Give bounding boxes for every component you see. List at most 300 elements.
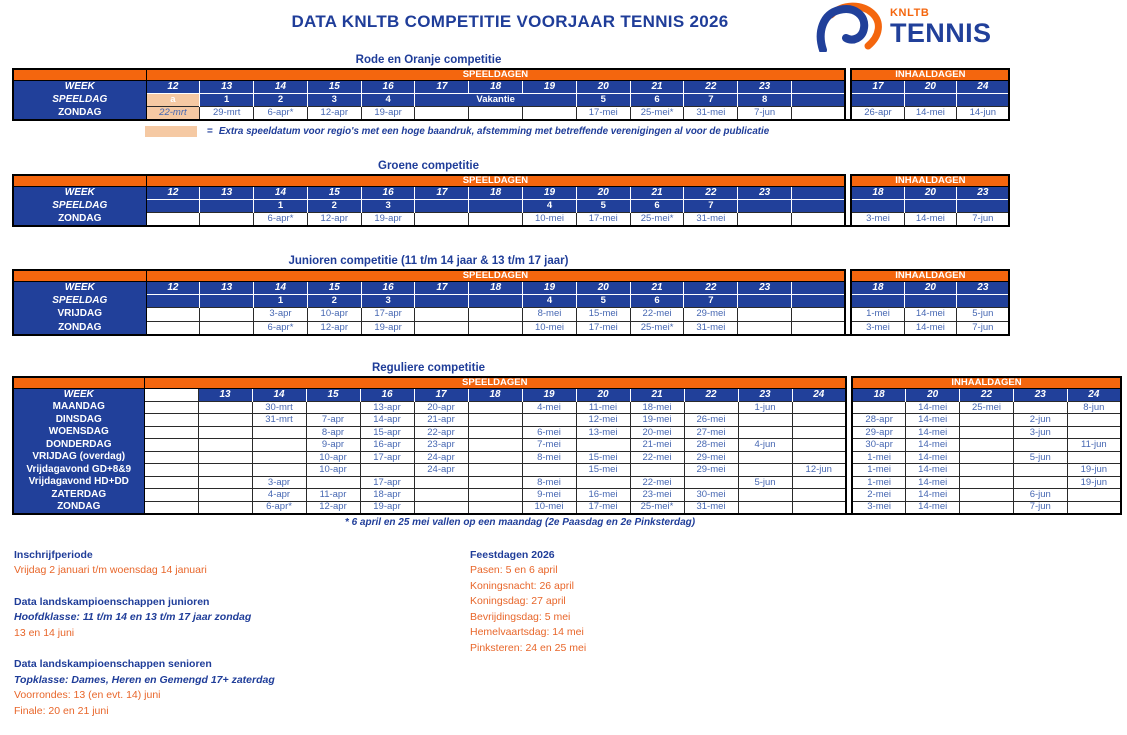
date-cell: 22-mei bbox=[630, 307, 684, 321]
date-cell: 23-mei bbox=[630, 489, 684, 502]
date-cell: 12-apr bbox=[307, 212, 361, 226]
date-cell bbox=[414, 489, 468, 502]
date-cell bbox=[469, 321, 523, 335]
date-cell bbox=[738, 307, 792, 321]
week-row-label: WEEK bbox=[13, 281, 146, 294]
speeldag-cell bbox=[792, 93, 846, 106]
inhaal-week-cell: 18 bbox=[852, 388, 906, 401]
week-row-label: WEEK bbox=[13, 388, 144, 401]
date-cell bbox=[200, 307, 254, 321]
info-heading: Feestdagen 2026 bbox=[470, 548, 586, 564]
week-cell: 18 bbox=[469, 281, 523, 294]
date-cell bbox=[144, 451, 198, 464]
speeldag-cell: 8 bbox=[738, 93, 792, 106]
date-cell: 9-mei bbox=[522, 489, 576, 502]
date-cell bbox=[144, 426, 198, 439]
date-cell bbox=[738, 464, 792, 477]
speeldag-cell: 6 bbox=[630, 294, 684, 307]
inhaal-date-cell: 3-mei bbox=[852, 501, 906, 514]
info-line: Hoofdklasse: 11 t/m 14 en 13 t/m 17 jaar zondag bbox=[14, 610, 470, 626]
speeldag-cell: 4 bbox=[523, 199, 577, 212]
inhaal-date-cell: 30-apr bbox=[852, 439, 906, 452]
date-cell: 7-apr bbox=[306, 414, 360, 427]
speeldag-row-label: SPEELDAG bbox=[13, 93, 146, 106]
inhaal-date-cell: 3-mei bbox=[851, 212, 904, 226]
speeldag-cell bbox=[738, 294, 792, 307]
info-sections bbox=[0, 548, 1127, 735]
inhaal-date-cell: 14-mei bbox=[906, 414, 960, 427]
week-cell bbox=[792, 186, 846, 199]
speeldag-cell: a bbox=[146, 93, 200, 106]
date-cell: 31-mei bbox=[684, 106, 738, 120]
inhaal-week-cell: 18 bbox=[851, 186, 904, 199]
date-cell: 10-mei bbox=[523, 212, 577, 226]
inhaal-date-cell: 7-jun bbox=[1013, 501, 1067, 514]
date-cell bbox=[252, 426, 306, 439]
speeldag-cell bbox=[146, 294, 200, 307]
week-cell: 12 bbox=[146, 186, 200, 199]
footnote: * 6 april en 25 mei vallen op een maandag (2e Paasdag en 2e Pinksterdag) bbox=[0, 517, 1040, 528]
inhaal-week-cell: 20 bbox=[904, 186, 957, 199]
row-label: ZONDAG bbox=[13, 106, 146, 120]
date-cell bbox=[198, 464, 252, 477]
date-cell: 13-mei bbox=[576, 426, 630, 439]
date-cell bbox=[522, 414, 576, 427]
date-cell: 17-apr bbox=[360, 451, 414, 464]
row-label: ZATERDAG bbox=[13, 489, 144, 502]
info-section bbox=[470, 548, 586, 657]
date-cell: 11-apr bbox=[306, 489, 360, 502]
date-cell: 26-mei bbox=[684, 414, 738, 427]
speeldag-cell bbox=[469, 199, 523, 212]
info-line: Voorrondes: 13 (en evt. 14) juni bbox=[14, 688, 470, 704]
date-cell: 28-mei bbox=[684, 439, 738, 452]
date-cell bbox=[252, 451, 306, 464]
inhaaldagen-header: INHAALDAGEN bbox=[851, 69, 1009, 80]
inhaal-date-cell: 19-jun bbox=[1067, 476, 1121, 489]
date-cell: 25-mei* bbox=[630, 106, 684, 120]
date-cell: 15-apr bbox=[360, 426, 414, 439]
date-cell bbox=[415, 321, 469, 335]
speeldag-cell bbox=[792, 294, 846, 307]
date-cell bbox=[306, 476, 360, 489]
inhaal-date-cell: 14-mei bbox=[904, 321, 957, 335]
speeldag-cell: 6 bbox=[630, 93, 684, 106]
inhaal-date-cell: 5-jun bbox=[957, 307, 1010, 321]
inhaal-date-cell bbox=[960, 414, 1014, 427]
date-cell: 23-apr bbox=[414, 439, 468, 452]
week-cell: 18 bbox=[468, 388, 522, 401]
legend bbox=[145, 124, 1127, 138]
week-cell: 16 bbox=[361, 186, 415, 199]
info-line: Vrijdag 2 januari t/m woensdag 14 januari bbox=[14, 563, 470, 579]
inhaal-date-cell: 14-mei bbox=[906, 476, 960, 489]
week-cell: 20 bbox=[576, 186, 630, 199]
schedule-table-junioren bbox=[12, 269, 1010, 336]
date-cell: 24-apr bbox=[414, 451, 468, 464]
date-cell: 8-mei bbox=[522, 476, 576, 489]
date-cell: 29-mei bbox=[684, 451, 738, 464]
date-cell bbox=[522, 464, 576, 477]
legend-equals: = bbox=[207, 126, 213, 137]
week-cell: 17 bbox=[415, 80, 469, 93]
date-cell bbox=[198, 501, 252, 514]
week-cell: 16 bbox=[361, 281, 415, 294]
info-heading: Inschrijfperiode bbox=[14, 548, 470, 564]
logo-knltb-text: KNLTB bbox=[890, 8, 991, 19]
inhaaldagen-header: INHAALDAGEN bbox=[851, 270, 1009, 281]
speeldag-cell: 4 bbox=[523, 294, 577, 307]
inhaal-date-cell: 14-mei bbox=[906, 426, 960, 439]
row-label: DONDERDAG bbox=[13, 439, 144, 452]
inhaal-date-cell: 14-mei bbox=[906, 501, 960, 514]
date-cell: 13-apr bbox=[360, 401, 414, 414]
date-cell: 16-mei bbox=[576, 489, 630, 502]
week-cell: 23 bbox=[738, 281, 792, 294]
date-cell: 29-mrt bbox=[200, 106, 254, 120]
week-cell: 23 bbox=[738, 80, 792, 93]
inhaal-week-cell: 23 bbox=[957, 281, 1010, 294]
date-cell: 3-apr bbox=[252, 476, 306, 489]
date-cell bbox=[468, 476, 522, 489]
speeldag-cell: 7 bbox=[684, 93, 738, 106]
speeldag-cell bbox=[415, 294, 469, 307]
week-cell: 14 bbox=[252, 388, 306, 401]
date-cell: 11-mei bbox=[576, 401, 630, 414]
inhaal-date-cell: 7-jun bbox=[957, 212, 1010, 226]
date-cell bbox=[252, 464, 306, 477]
date-cell bbox=[792, 501, 846, 514]
date-cell bbox=[738, 321, 792, 335]
inhaal-date-cell bbox=[1067, 426, 1121, 439]
inhaal-date-cell: 6-jun bbox=[1013, 489, 1067, 502]
date-cell bbox=[468, 451, 522, 464]
date-cell: 22-mrt bbox=[146, 106, 200, 120]
date-cell bbox=[198, 426, 252, 439]
date-cell bbox=[198, 414, 252, 427]
week-cell bbox=[144, 388, 198, 401]
week-row-label: WEEK bbox=[13, 80, 146, 93]
date-cell: 12-apr bbox=[306, 501, 360, 514]
date-cell: 4-apr bbox=[252, 489, 306, 502]
date-cell bbox=[144, 489, 198, 502]
date-cell: 10-mei bbox=[522, 501, 576, 514]
date-cell bbox=[738, 414, 792, 427]
date-cell bbox=[144, 501, 198, 514]
inhaal-date-cell: 14-mei bbox=[906, 451, 960, 464]
date-cell bbox=[252, 439, 306, 452]
date-cell bbox=[792, 439, 846, 452]
week-cell: 19 bbox=[522, 388, 576, 401]
speeldag-cell bbox=[738, 199, 792, 212]
info-line: Pasen: 5 en 6 april bbox=[470, 563, 586, 579]
week-cell: 17 bbox=[415, 186, 469, 199]
speeldag-cell: 5 bbox=[576, 93, 630, 106]
date-cell bbox=[468, 464, 522, 477]
inhaal-date-cell bbox=[1067, 501, 1121, 514]
inhaal-date-cell bbox=[960, 476, 1014, 489]
inhaal-date-cell bbox=[960, 489, 1014, 502]
inhaal-date-cell: 14-mei bbox=[904, 106, 957, 120]
logo-text bbox=[890, 8, 991, 47]
inhaaldagen-header: INHAALDAGEN bbox=[852, 377, 1121, 388]
inhaal-date-cell: 11-jun bbox=[1067, 439, 1121, 452]
date-cell bbox=[200, 321, 254, 335]
date-cell bbox=[792, 426, 846, 439]
inhaal-date-cell: 2-jun bbox=[1013, 414, 1067, 427]
inhaal-date-cell bbox=[1013, 476, 1067, 489]
week-cell: 14 bbox=[254, 80, 308, 93]
date-cell: 5-jun bbox=[738, 476, 792, 489]
logo-tennis-text: TENNIS bbox=[890, 20, 991, 47]
inhaal-date-cell bbox=[960, 501, 1014, 514]
inhaal-date-cell: 3-jun bbox=[1013, 426, 1067, 439]
date-cell: 4-jun bbox=[738, 439, 792, 452]
week-cell: 15 bbox=[306, 388, 360, 401]
inhaal-date-cell: 1-mei bbox=[851, 307, 904, 321]
week-cell: 19 bbox=[523, 186, 577, 199]
date-cell: 19-mei bbox=[630, 414, 684, 427]
info-column-right bbox=[470, 548, 586, 735]
week-cell: 21 bbox=[630, 186, 684, 199]
date-cell bbox=[414, 501, 468, 514]
date-cell: 6-apr* bbox=[252, 501, 306, 514]
date-cell: 9-apr bbox=[306, 439, 360, 452]
inhaal-speeldag-cell bbox=[957, 199, 1010, 212]
inhaal-date-cell: 5-jun bbox=[1013, 451, 1067, 464]
date-cell bbox=[468, 439, 522, 452]
info-line: Hemelvaartsdag: 14 mei bbox=[470, 625, 586, 641]
date-cell: 19-apr bbox=[361, 321, 415, 335]
inhaal-date-cell bbox=[1067, 414, 1121, 427]
date-cell bbox=[684, 476, 738, 489]
date-cell bbox=[792, 414, 846, 427]
inhaal-date-cell: 19-jun bbox=[1067, 464, 1121, 477]
date-cell: 31-mei bbox=[684, 212, 738, 226]
date-cell: 17-apr bbox=[361, 307, 415, 321]
week-cell: 18 bbox=[469, 80, 523, 93]
week-cell: 15 bbox=[307, 80, 361, 93]
week-cell: 13 bbox=[198, 388, 252, 401]
inhaal-date-cell: 14-jun bbox=[957, 106, 1010, 120]
date-cell: 24-apr bbox=[414, 464, 468, 477]
date-cell bbox=[792, 307, 846, 321]
week-cell: 24 bbox=[792, 388, 846, 401]
date-cell bbox=[415, 212, 469, 226]
inhaal-week-cell: 24 bbox=[957, 80, 1010, 93]
inhaal-week-cell: 24 bbox=[1067, 388, 1121, 401]
week-cell: 23 bbox=[738, 388, 792, 401]
week-cell: 21 bbox=[630, 80, 684, 93]
week-cell: 15 bbox=[307, 186, 361, 199]
date-cell: 16-apr bbox=[360, 439, 414, 452]
week-cell: 16 bbox=[361, 80, 415, 93]
date-cell: 14-apr bbox=[360, 414, 414, 427]
speeldag-cell: 4 bbox=[361, 93, 415, 106]
date-cell: 8-mei bbox=[522, 451, 576, 464]
date-cell: 6-apr* bbox=[254, 212, 308, 226]
schedule-table-reguliere bbox=[12, 376, 1122, 515]
date-cell: 17-mei bbox=[576, 321, 630, 335]
page-header bbox=[0, 0, 1127, 54]
inhaal-date-cell: 29-apr bbox=[852, 426, 906, 439]
week-cell bbox=[792, 80, 846, 93]
row-label: ZONDAG bbox=[13, 212, 146, 226]
date-cell bbox=[415, 106, 469, 120]
date-cell bbox=[198, 476, 252, 489]
inhaal-date-cell: 3-mei bbox=[851, 321, 904, 335]
inhaal-date-cell: 7-jun bbox=[957, 321, 1010, 335]
inhaal-date-cell: 8-jun bbox=[1067, 401, 1121, 414]
inhaal-date-cell bbox=[852, 401, 906, 414]
date-cell bbox=[576, 476, 630, 489]
date-cell bbox=[468, 426, 522, 439]
date-cell bbox=[415, 307, 469, 321]
week-cell: 19 bbox=[523, 80, 577, 93]
inhaal-date-cell: 14-mei bbox=[904, 212, 957, 226]
date-cell: 31-mei bbox=[684, 501, 738, 514]
date-cell: 18-apr bbox=[360, 489, 414, 502]
info-line: Pinksteren: 24 en 25 mei bbox=[470, 641, 586, 657]
row-label: Vrijdagavond HD+DD bbox=[13, 476, 144, 489]
row-label: WOENSDAG bbox=[13, 426, 144, 439]
date-cell: 4-mei bbox=[522, 401, 576, 414]
date-cell bbox=[414, 476, 468, 489]
date-cell: 19-apr bbox=[361, 106, 415, 120]
date-cell bbox=[306, 401, 360, 414]
table-corner bbox=[13, 69, 146, 80]
date-cell bbox=[146, 307, 200, 321]
table-corner bbox=[13, 270, 146, 281]
week-cell: 18 bbox=[469, 186, 523, 199]
date-cell bbox=[469, 307, 523, 321]
info-section bbox=[14, 657, 470, 719]
week-cell: 20 bbox=[576, 80, 630, 93]
table-corner bbox=[13, 377, 144, 388]
date-cell bbox=[198, 489, 252, 502]
inhaal-date-cell bbox=[960, 426, 1014, 439]
inhaal-date-cell bbox=[1067, 451, 1121, 464]
table-caption: Reguliere competitie bbox=[12, 362, 845, 374]
junioren-section bbox=[0, 255, 1127, 336]
date-cell: 22-mei bbox=[630, 451, 684, 464]
speeldag-row-label: SPEELDAG bbox=[13, 199, 146, 212]
speeldag-cell: 3 bbox=[307, 93, 361, 106]
inhaal-speeldag-cell bbox=[851, 93, 904, 106]
schedule-table-rode-oranje bbox=[12, 68, 1010, 121]
inhaal-date-cell: 14-mei bbox=[906, 439, 960, 452]
row-label: Vrijdagavond GD+8&9 bbox=[13, 464, 144, 477]
date-cell: 10-apr bbox=[307, 307, 361, 321]
date-cell: 1-jun bbox=[738, 401, 792, 414]
inhaal-speeldag-cell bbox=[851, 199, 904, 212]
inhaal-date-cell: 28-apr bbox=[852, 414, 906, 427]
inhaal-date-cell: 25-mei bbox=[960, 401, 1014, 414]
date-cell bbox=[792, 106, 846, 120]
date-cell: 3-apr bbox=[254, 307, 308, 321]
date-cell bbox=[738, 489, 792, 502]
speeldag-cell: 1 bbox=[254, 294, 308, 307]
date-cell bbox=[469, 212, 523, 226]
row-label: VRIJDAG (overdag) bbox=[13, 451, 144, 464]
info-line: 13 en 14 juni bbox=[14, 626, 470, 642]
speeldag-cell: 1 bbox=[200, 93, 254, 106]
inhaal-speeldag-cell bbox=[904, 93, 957, 106]
date-cell: 17-apr bbox=[360, 476, 414, 489]
speeldag-cell: 3 bbox=[361, 199, 415, 212]
inhaal-date-cell: 14-mei bbox=[906, 489, 960, 502]
inhaal-date-cell: 1-mei bbox=[852, 451, 906, 464]
date-cell bbox=[792, 489, 846, 502]
speeldag-cell: 2 bbox=[254, 93, 308, 106]
week-cell: 14 bbox=[254, 186, 308, 199]
info-line: Finale: 20 en 21 juni bbox=[14, 704, 470, 720]
speeldag-cell: 1 bbox=[254, 199, 308, 212]
date-cell bbox=[198, 439, 252, 452]
date-cell: 7-jun bbox=[738, 106, 792, 120]
inhaal-date-cell: 14-mei bbox=[904, 307, 957, 321]
inhaal-week-cell: 20 bbox=[904, 281, 957, 294]
date-cell bbox=[146, 321, 200, 335]
date-cell: 25-mei* bbox=[630, 501, 684, 514]
inhaal-week-cell: 20 bbox=[906, 388, 960, 401]
row-label: DINSDAG bbox=[13, 414, 144, 427]
reguliere-section bbox=[0, 362, 1127, 515]
week-row-label: WEEK bbox=[13, 186, 146, 199]
date-cell bbox=[468, 501, 522, 514]
speeldag-cell: 7 bbox=[684, 294, 738, 307]
date-cell: 10-apr bbox=[306, 464, 360, 477]
inhaal-date-cell: 1-mei bbox=[852, 464, 906, 477]
date-cell: 15-mei bbox=[576, 464, 630, 477]
week-cell: 20 bbox=[576, 388, 630, 401]
date-cell: 30-mei bbox=[684, 489, 738, 502]
week-cell: 21 bbox=[630, 388, 684, 401]
inhaal-speeldag-cell bbox=[904, 199, 957, 212]
inhaal-date-cell bbox=[960, 464, 1014, 477]
date-cell: 22-mei bbox=[630, 476, 684, 489]
info-line: Koningsdag: 27 april bbox=[470, 594, 586, 610]
week-cell: 13 bbox=[200, 281, 254, 294]
date-cell: 19-apr bbox=[361, 212, 415, 226]
date-cell: 8-mei bbox=[523, 307, 577, 321]
info-line: Bevrijdingsdag: 5 mei bbox=[470, 610, 586, 626]
date-cell: 6-apr* bbox=[254, 106, 308, 120]
date-cell: 6-mei bbox=[522, 426, 576, 439]
table-caption: Junioren competitie (11 t/m 14 jaar & 13 t/m 17 jaar) bbox=[12, 255, 845, 267]
rode-oranje-section bbox=[0, 54, 1127, 121]
date-cell bbox=[468, 489, 522, 502]
date-cell bbox=[360, 464, 414, 477]
date-cell bbox=[792, 476, 846, 489]
inhaal-date-cell bbox=[1013, 439, 1067, 452]
date-cell bbox=[144, 414, 198, 427]
date-cell bbox=[144, 464, 198, 477]
speeldag-cell bbox=[415, 199, 469, 212]
date-cell: 31-mei bbox=[684, 321, 738, 335]
week-cell: 12 bbox=[146, 80, 200, 93]
info-line: Koningsnacht: 26 april bbox=[470, 579, 586, 595]
date-cell: 19-apr bbox=[360, 501, 414, 514]
speeldagen-header: SPEELDAGEN bbox=[146, 69, 845, 80]
inhaal-week-cell: 22 bbox=[960, 388, 1014, 401]
date-cell: 27-mei bbox=[684, 426, 738, 439]
week-cell: 15 bbox=[307, 281, 361, 294]
extra-speeldatum-swatch bbox=[145, 126, 197, 137]
inhaal-date-cell: 26-apr bbox=[851, 106, 904, 120]
date-cell bbox=[792, 321, 846, 335]
date-cell bbox=[576, 439, 630, 452]
